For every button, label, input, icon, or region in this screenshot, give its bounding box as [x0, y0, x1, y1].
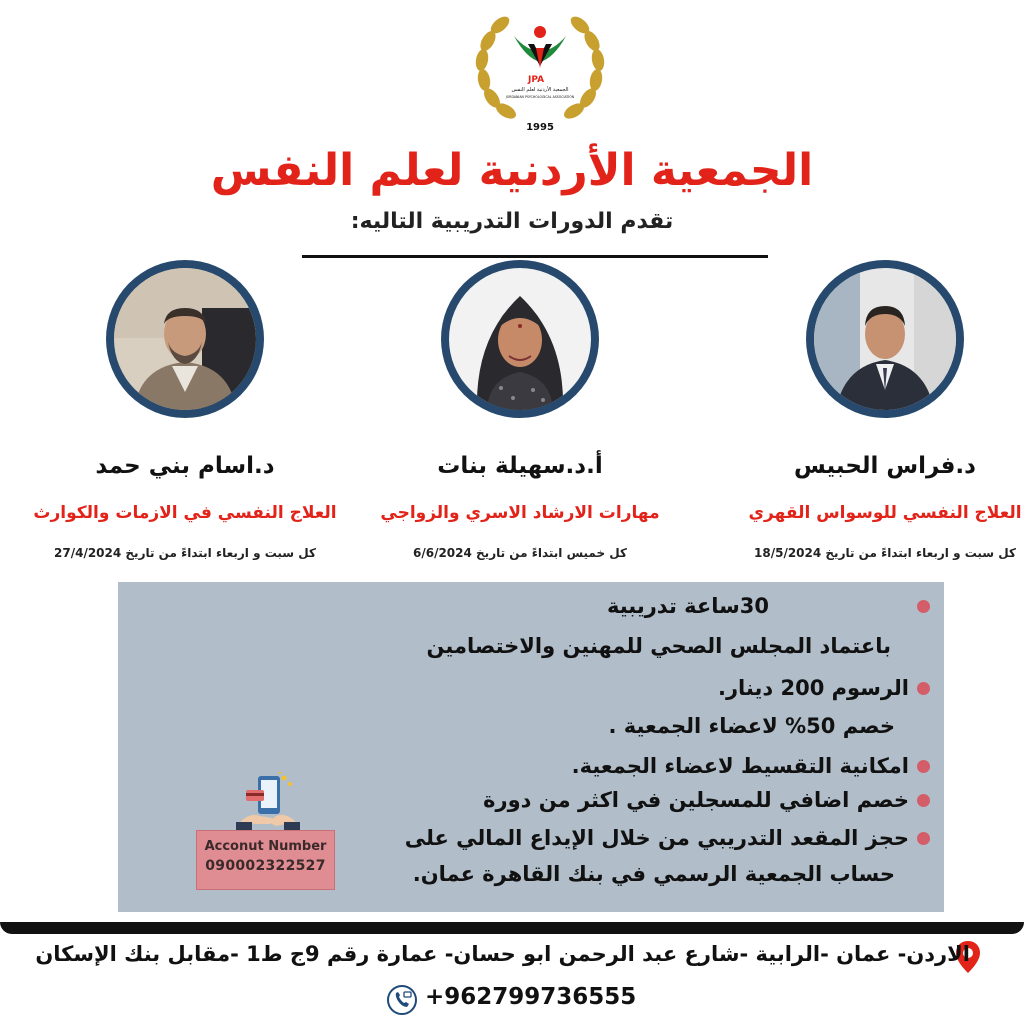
speaker-course: العلاج النفسي في الازمات والكوارث — [33, 503, 337, 523]
speaker-card-2 — [370, 258, 670, 578]
speaker-schedule: كل خميس ابتداءً من تاريخ 6/6/2024 — [412, 546, 627, 560]
info-text: امكانية التقسيط لاعضاء الجمعية. — [571, 754, 909, 778]
info-text: خصم اضافي للمسجلين في اكثر من دورة — [483, 788, 909, 812]
info-line-hours — [607, 594, 930, 618]
avatar — [449, 268, 591, 410]
info-text: حساب الجمعية الرسمي في بنك القاهرة عمان. — [412, 862, 895, 886]
account-number-box — [196, 830, 335, 890]
speaker-card-1 — [735, 258, 1024, 578]
bullet-dot — [917, 682, 930, 695]
info-text: الرسوم 200 دينار. — [717, 676, 909, 700]
info-text: 30ساعة تدريبية — [606, 594, 769, 618]
info-line-extra-discount — [483, 788, 930, 812]
info-line-bank — [413, 862, 930, 886]
account-number: 090002322527 — [205, 858, 326, 874]
info-line-accreditation — [427, 634, 930, 658]
page-subtitle: تقدم الدورات التدريبية التاليه: — [350, 209, 674, 234]
info-line-fees — [718, 676, 930, 700]
speaker-name: د.اسام بني حمد — [95, 453, 275, 479]
phone-icon — [386, 984, 418, 1016]
logo-arabic-text: الجمعية الأردنية لعلم النفس — [511, 87, 569, 93]
avatar — [814, 268, 956, 410]
logo-initials: JPA — [528, 75, 545, 85]
footer-divider — [0, 922, 1024, 934]
avatar — [114, 268, 256, 410]
bullet-dot — [917, 760, 930, 773]
bullet-dot — [917, 794, 930, 807]
page-title: الجمعية الأردنية لعلم النفس — [210, 145, 814, 196]
bullet-dot — [917, 600, 930, 613]
footer-phone[interactable]: +962799736555 — [425, 984, 637, 1010]
logo-english-text: JORDANIAN PSYCHOLOGICAL ASSOCIATION — [505, 95, 575, 99]
logo-year: 1995 — [526, 122, 554, 133]
footer-address: الاردن- عمان -الرابية -شارع عبد الرحمن ابو حسان- عمارة رقم 9ج ط1 -مقابل بنك الإسكان — [35, 942, 970, 966]
speaker-course: مهارات الارشاد الاسري والزواجي — [380, 503, 660, 523]
bullet-dot — [917, 832, 930, 845]
avatar-ring — [441, 260, 599, 418]
speaker-name: أ.د.سهيلة بنات — [437, 453, 603, 479]
speaker-card-3 — [35, 258, 335, 578]
speaker-name: د.فراس الحبيس — [794, 453, 976, 479]
speaker-schedule: كل سبت و اربعاء ابتداءً من تاريخ 18/5/2024 — [754, 546, 1016, 560]
info-line-booking — [405, 826, 930, 850]
info-line-installments — [572, 754, 930, 778]
info-text: خصم 50% لاعضاء الجمعية . — [608, 714, 895, 738]
avatar-ring — [106, 260, 264, 418]
mobile-payment-icon — [236, 772, 300, 834]
association-logo — [470, 10, 610, 138]
speaker-schedule: كل سبت و اربعاء ابتداءً من تاريخ 27/4/2024 — [54, 546, 316, 560]
info-text: باعتماد المجلس الصحي للمهنين والاختصامين — [426, 634, 891, 658]
account-label: Acconut Number — [204, 839, 327, 854]
info-text: حجز المقعد التدريبي من خلال الإيداع المالي على — [404, 826, 909, 850]
info-line-discount — [608, 714, 930, 738]
avatar-ring — [806, 260, 964, 418]
speaker-course: العلاج النفسي للوسواس القهري — [748, 503, 1022, 523]
